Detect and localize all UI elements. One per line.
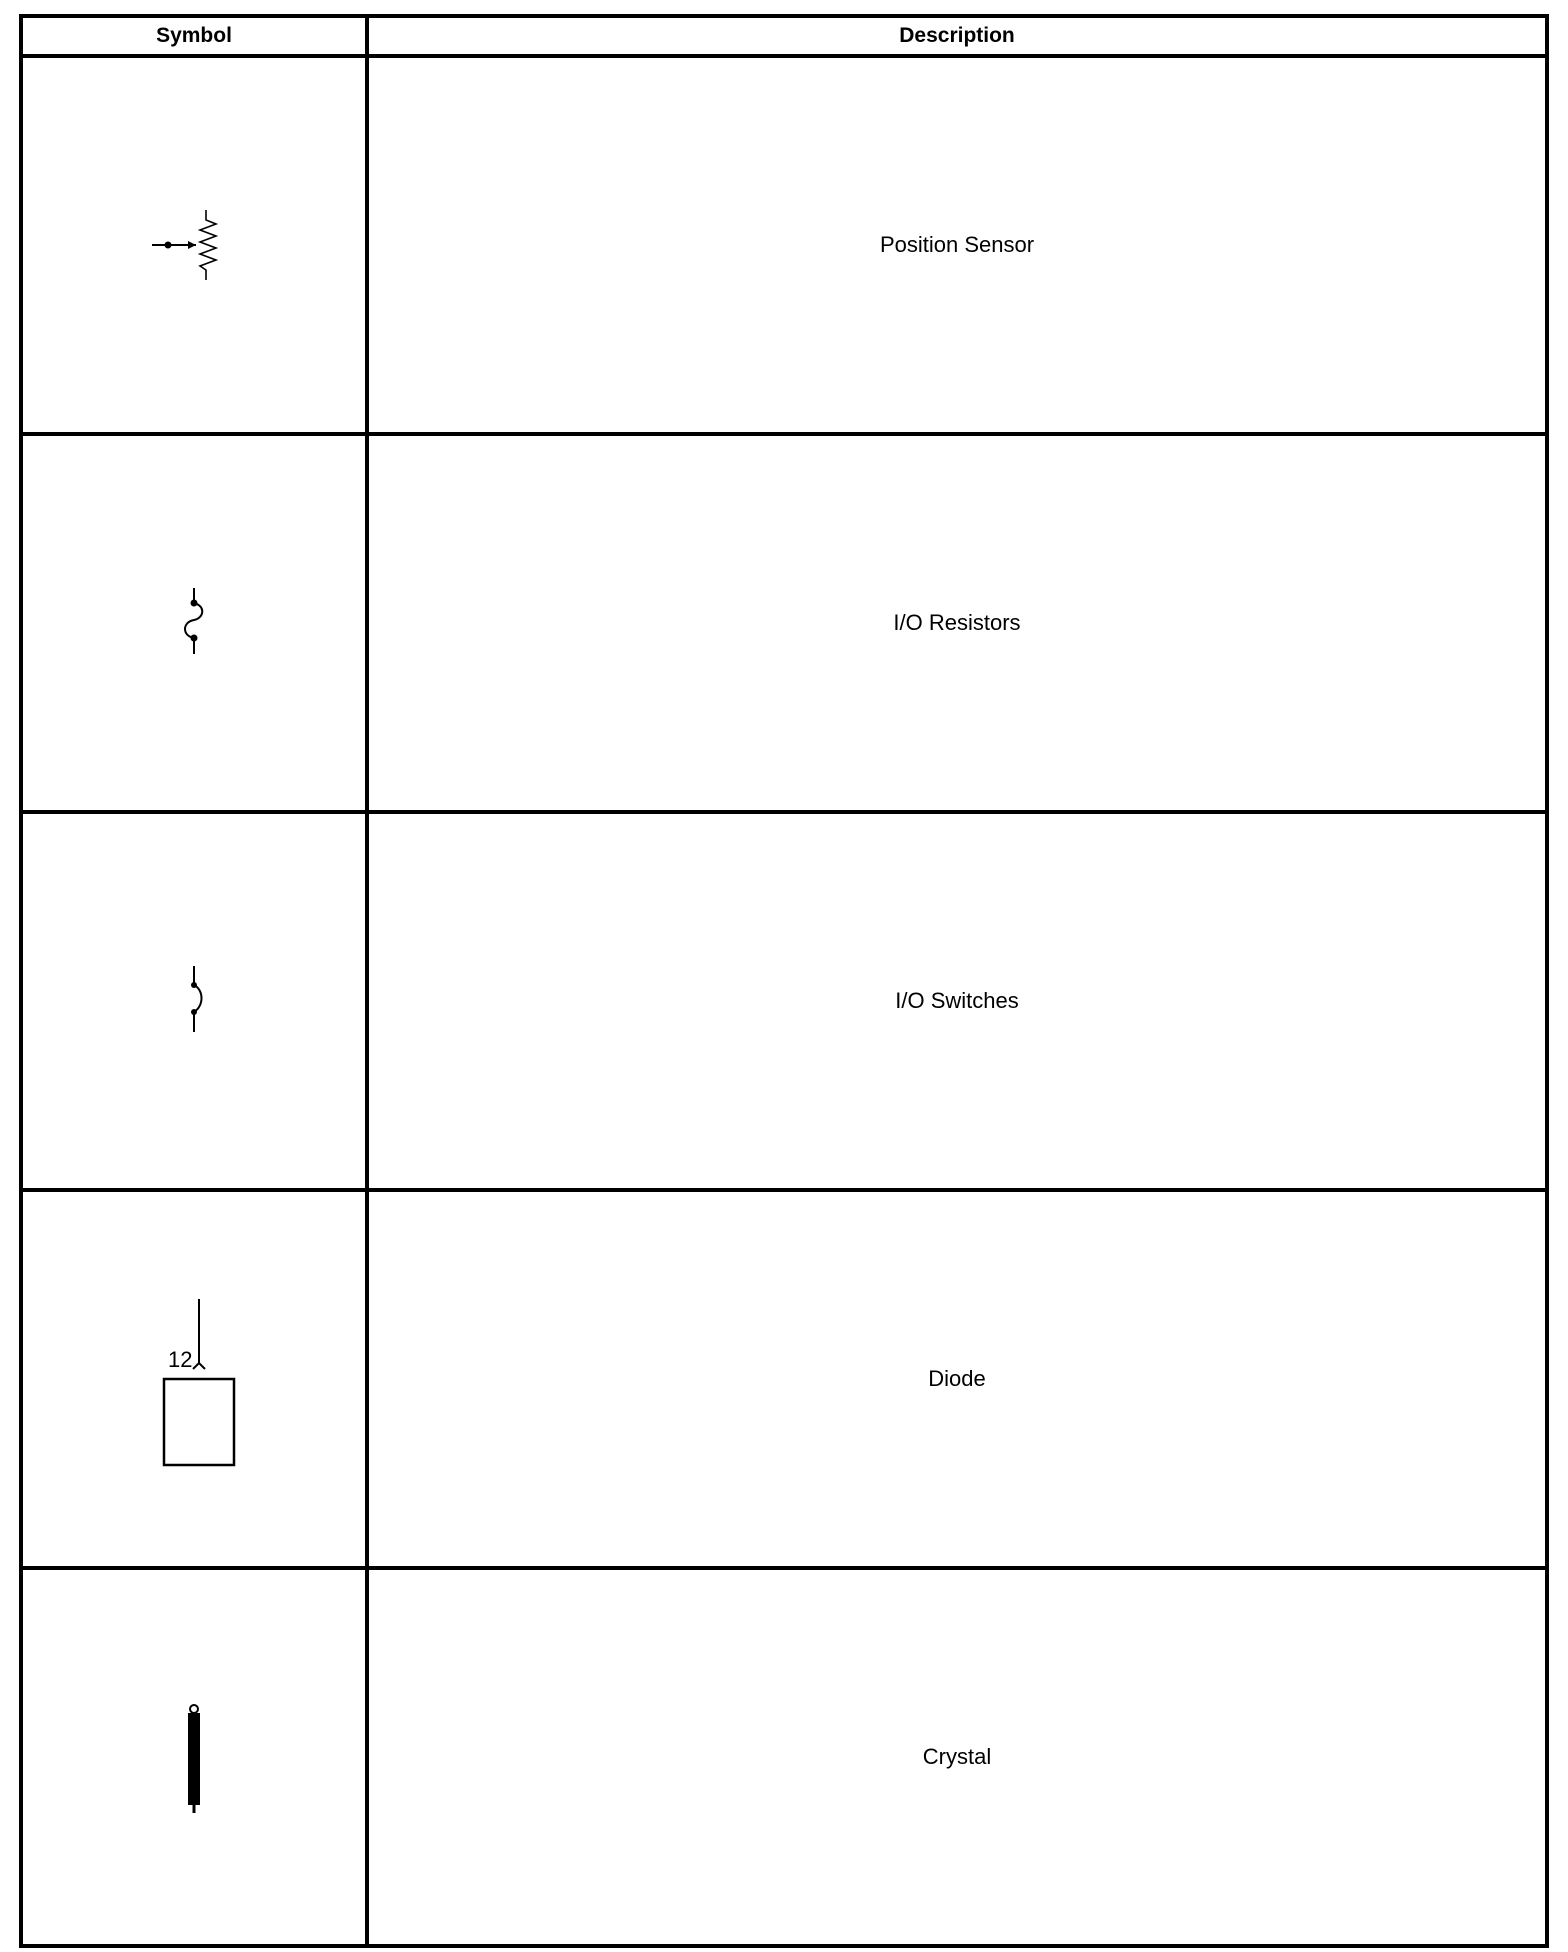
description-text: I/O Resistors: [893, 610, 1021, 635]
description-cell: [367, 1568, 1547, 1946]
description-column-header: Description: [367, 16, 1547, 56]
description-text: Crystal: [922, 1744, 992, 1769]
symbol-cell: [21, 1190, 367, 1568]
diode-pin-label: 12: [168, 1347, 193, 1372]
table-row: [21, 812, 1547, 1190]
io-resistor-icon: [174, 578, 214, 668]
diode-icon: [144, 1289, 244, 1469]
symbol-cell: [21, 1568, 367, 1946]
symbol-cell: [21, 56, 367, 434]
description-cell: [367, 56, 1547, 434]
header-row: [21, 16, 1547, 56]
description-cell: [367, 1190, 1547, 1568]
table-row: [21, 1568, 1547, 1946]
table-row: [21, 1190, 1547, 1568]
symbol-column-header: Symbol: [21, 16, 367, 56]
symbol-cell: [21, 812, 367, 1190]
description-text: Diode: [928, 1366, 986, 1391]
description-text: Position Sensor: [879, 232, 1035, 257]
description-text: I/O Switches: [895, 988, 1019, 1013]
crystal-icon: [174, 1697, 214, 1817]
symbol-cell: [21, 434, 367, 812]
position-sensor-icon: [144, 200, 244, 290]
io-switch-icon: [174, 956, 214, 1046]
description-cell: [367, 434, 1547, 812]
table-row: [21, 56, 1547, 434]
description-cell: [367, 812, 1547, 1190]
symbol-table: [19, 14, 1549, 1948]
table-row: [21, 434, 1547, 812]
